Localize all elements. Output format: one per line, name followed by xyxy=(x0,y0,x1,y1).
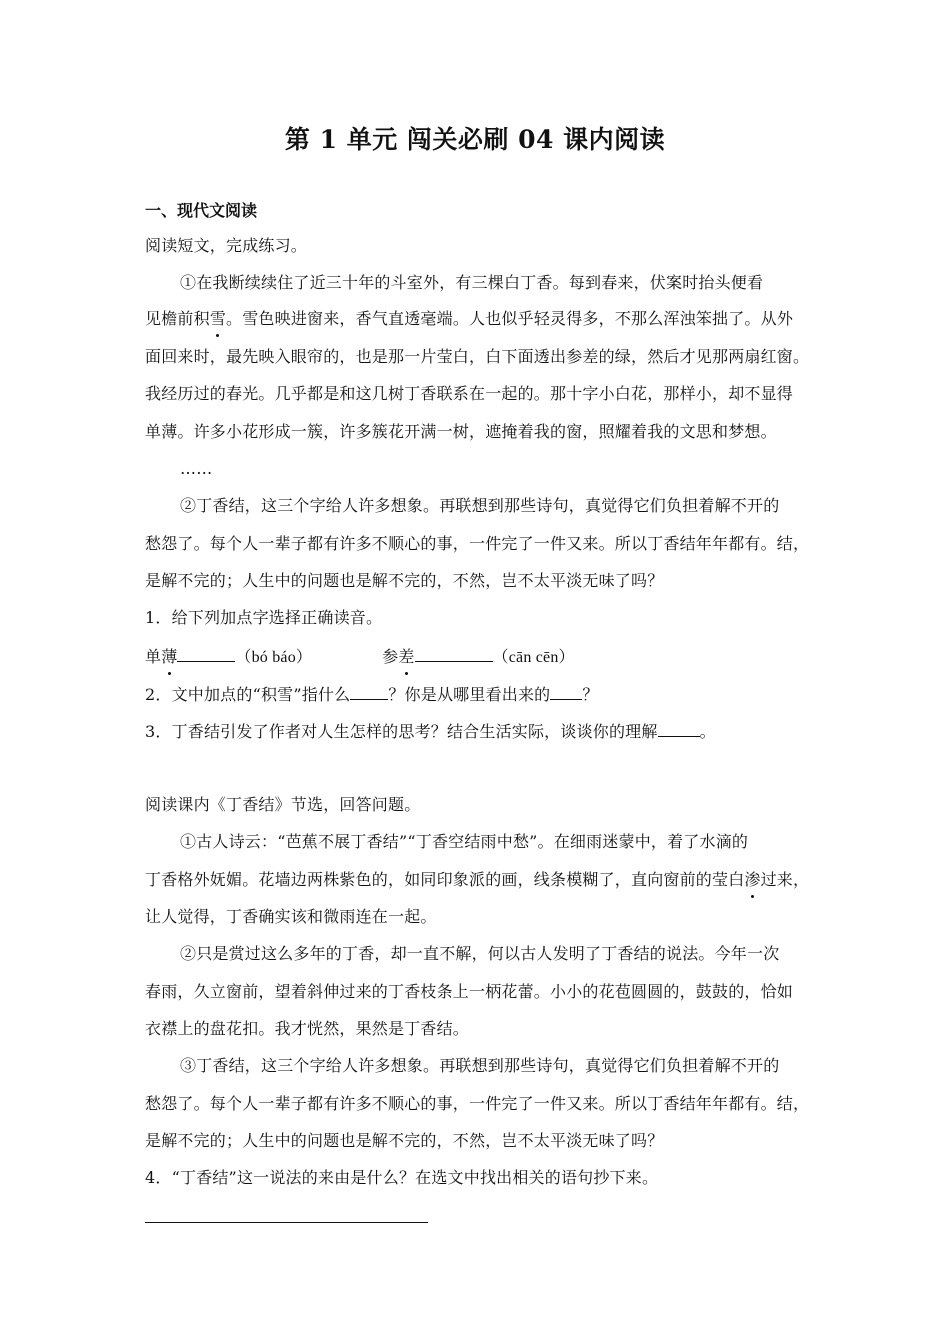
page-title: 第 1 单元 闯关必刷 04 课内阅读 xyxy=(284,125,666,154)
question-3: 3．丁香结引发了作者对人生怎样的思考？结合生活实际，谈谈你的理解 。 xyxy=(145,718,810,744)
dotted-char-xue: 雪 xyxy=(210,307,226,331)
passage2-para2-line3: 衣襟上的盘花扣。我才恍然，果然是丁香结。 xyxy=(145,1019,470,1038)
question-2: 2．文中加点的“积雪”指什么 ？你是从哪里看出来的 ？ xyxy=(145,681,810,707)
passage1-para1-line5: 单薄。许多小花形成一簇，许多簇花开满一树，遮掩着我的窗，照耀着我的文思和梦想。 xyxy=(145,422,777,441)
dotted-char-cha: 差 xyxy=(398,645,414,669)
passage1-para1-line1: ①在我断续续住了近三十年的斗室外，有三棵白丁香。每到春来，伏案时抬头便看 xyxy=(180,273,764,292)
question-1: 1．给下列加点字选择正确读音。 xyxy=(145,608,383,627)
passage2-para1-line3: 让人觉得，丁香确实该和微雨连在一起。 xyxy=(145,907,437,926)
passage2-para1-line1: ①古人诗云：“芭蕉不展丁香结”“丁香空结雨中愁”。在细雨迷蒙中，着了水滴的 xyxy=(180,832,749,851)
pinyin-options-1a: （bó báo） xyxy=(235,649,313,666)
passage2-para2-line2: 春雨，久立窗前，望着斜伸过来的丁香枝条上一柄花蕾。小小的花苞圆圆的，鼓鼓的，恰如 xyxy=(145,982,794,1001)
passage2-para3-line2: 愁怨了。每个人一辈子都有许多不顺心的事，一件完了一件又来。所以丁香结年年都有。结， xyxy=(145,1094,810,1113)
answer-line-4[interactable] xyxy=(145,1222,428,1223)
passage2-para3-line3: 是解不完的；人生中的问题也是解不完的，不然，岂不太平淡无味了吗？ xyxy=(145,1131,664,1150)
passage1-para2-line2: 愁怨了。每个人一辈子都有许多不顺心的事，一件完了一件又来。所以丁香结年年都有。结， xyxy=(145,534,810,553)
passage1-para2-line3: 是解不完的；人生中的问题也是解不完的，不然，岂不太平淡无味了吗？ xyxy=(145,571,664,590)
answer-blank-2a[interactable] xyxy=(350,681,388,700)
passage1-para2-line1: ②丁香结，这三个字给人许多想象。再联想到那些诗句，真觉得它们负担着解不开的 xyxy=(180,496,780,515)
reading-instruction-1: 阅读短文，完成练习。 xyxy=(145,236,308,255)
dotted-char-bao: 薄 xyxy=(161,645,177,669)
passage1-para1-line3: 面回来时，最先映入眼帘的，也是那一片莹白，白下面透出参差的绿，然后才见那两扇红窗。 xyxy=(145,347,810,366)
passage2-para2-line1: ②只是赏过这么多年的丁香，却一直不解，何以古人发明了丁香结的说法。今年一次 xyxy=(180,944,780,963)
reading-instruction-2: 阅读课内《丁香结》节选，回答问题。 xyxy=(145,795,421,814)
passage2-para3-line1: ③丁香结，这三个字给人许多想象。再联想到那些诗句，真觉得它们负担着解不开的 xyxy=(180,1056,780,1075)
dotted-char-shen: 渗 xyxy=(744,868,760,892)
question-1-items: 单薄 （bó báo） 参差 （cān cēn） xyxy=(145,643,810,670)
ellipsis: …… xyxy=(180,459,213,478)
answer-blank-1a[interactable] xyxy=(177,643,235,662)
section-heading-modern-reading: 一、现代文阅读 xyxy=(145,201,258,220)
passage1-para1-line4: 我经历过的春光。几乎都是和这几树丁香联系在一起的。那十字小白花，那样小，却不显得 xyxy=(145,384,794,403)
answer-blank-2b[interactable] xyxy=(550,681,582,700)
pinyin-options-1b: （cān cēn） xyxy=(492,649,575,666)
passage2-para1-line2: 丁香格外妩媚。花墙边两株紫色的，如同印象派的画，线条模糊了，直向窗前的莹白渗过来， xyxy=(145,868,810,892)
passage1-para1-line2: 见檐前积雪。雪色映进窗来，香气直透毫端。人也似乎轻灵得多，不那么浑浊笨拙了。从外 xyxy=(145,307,810,331)
answer-blank-1b[interactable] xyxy=(415,643,493,662)
question-4: 4．“丁香结”这一说法的来由是什么？在选文中找出相关的语句抄下来。 xyxy=(145,1168,659,1187)
answer-blank-3[interactable] xyxy=(658,718,700,737)
